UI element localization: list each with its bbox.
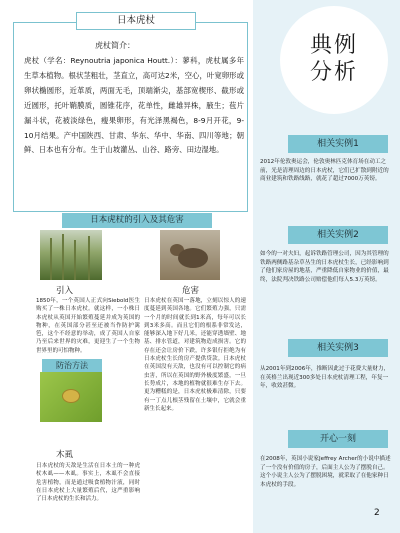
- introduction-section-title: 日本虎杖的引入及其危害: [62, 213, 212, 228]
- case-1-text: 2012年伦敦奥运会，伦敦奥林匹克体育场在动工之前，光是清理周边的日本虎杖，它们已扩散到附近的商业建筑和铁路线路，就花了超过7000万英镑。: [260, 159, 389, 183]
- badge-circle: [280, 6, 388, 114]
- badge-title: [280, 32, 388, 86]
- prevention-text: 日本虎杖的天敌是生活在日本土的一种虎杖木虱——木虱。事实上，木虱不会直接危害植物，而是通过吸食植物汁液，同时在日本虎杖上大量繁殖后代，这严重影响了日本虎杖的生长和活力。: [36, 463, 140, 503]
- psyllid-caption: 木虱: [56, 450, 74, 460]
- page-title: 日本虎杖: [76, 12, 196, 30]
- introduce-text: 1850年，一个英国人正式向Siebold医生购买了一株日本虎杖。就这样，一小株日本虎杖从英国开始繁殖蔓延并成为英国的物种，在英国部分甚至还被当作防护篱笆，这个不经意的举动，成了英国人自家乃至后来世界的灾难，更迎生了一个生物世界里的可怕物种。: [36, 298, 140, 354]
- case-2-text: 如今的一对夫妇，起诉铁路管理公司，因为其管理的铁路两侧路基杂草丛生的日本虎杖生长，已经影响到了他们家房屋的地基，严重降低自家物业的价值，最终，法院判决铁路公司赔偿他们每人5.3万英镑。: [260, 251, 389, 283]
- fun-moment-header: 开心一刻: [288, 430, 388, 448]
- case-2-header: 相关实例2: [288, 226, 388, 244]
- intro-text: 虎杖（学名：Reynoutria japonica Houtt.）：蓼科，虎杖属多年生草本植物。根状茎粗壮，茎直立，高可达2米，空心，叶宽卵形或卵状椭圆形，近革质，两面无毛，顶端渐尖，基部宽楔形、截形或近圆形，托叶鞘膜质，圆锥花序，花单性，雌雄异株，腋生；苞片漏斗状，花被淡绿色，瘦果卵形，有光泽黑褐色，8-9月开花，9-10月结果。产中国陕西、甘肃、华东、华中、华南、四川等地；朝鲜、日本也有分布。生于山坡灌丛、山谷、路旁、田边湿地。: [24, 56, 244, 155]
- case-3-header: 相关实例3: [288, 339, 388, 357]
- damage-photo: [160, 230, 220, 280]
- badge-line-1: 典例: [309, 33, 358, 58]
- badge-line-2: 分析: [309, 60, 358, 85]
- harm-caption: 危害: [182, 286, 200, 296]
- knotweed-photo: [40, 230, 102, 280]
- page-number: 2: [374, 508, 380, 518]
- intro-subtitle: 虎杖简介：: [95, 41, 135, 50]
- prevention-bar: 防治方法: [42, 359, 102, 372]
- introduce-caption: 引入: [56, 286, 74, 296]
- case-3-text: 从2001年到2006年，推断因此过于花费大量财力，在英格兰出现近300多处日本虎杖清理工程，年复一年，收效甚微。: [260, 366, 390, 390]
- case-1-header: 相关实例1: [288, 135, 388, 153]
- harm-text: 日本虎杖在英国一落地，立刻以惊人的速度蔓延到英国各地。它们繁殖力强，只需一个月的时间就长到1米高，每年可以长到3米多高。而且它们的根系非常发达，能够深入地下好几米，还能穿透墙壁、地基、排水管道，对建筑物造成损害。它的存在还会让房价下跌，许多银行拒绝为有日本虎杖生长的房产提供贷款。日本虎杖在英国没有天敌，也没有可以控制它的病虫害，所以在英国的野外极度繁盛，一旦长势成片，本地的植物就很难生存下去。更为糟糕的是，日本虎杖极难清除，只要有一丁点儿根茎残留在土壤中，它就会重新生长起来。: [144, 298, 246, 412]
- psyllid-photo: [40, 372, 102, 422]
- fun-moment-text: 在2008年，英国小说家Jeffrey Archer的小说中描述了一个没有价值的房子，后面主人公为了摆脱自己。这个小说主人公为了摆脱困境，就采取了在他家种日本虎杖的手段。: [260, 456, 391, 488]
